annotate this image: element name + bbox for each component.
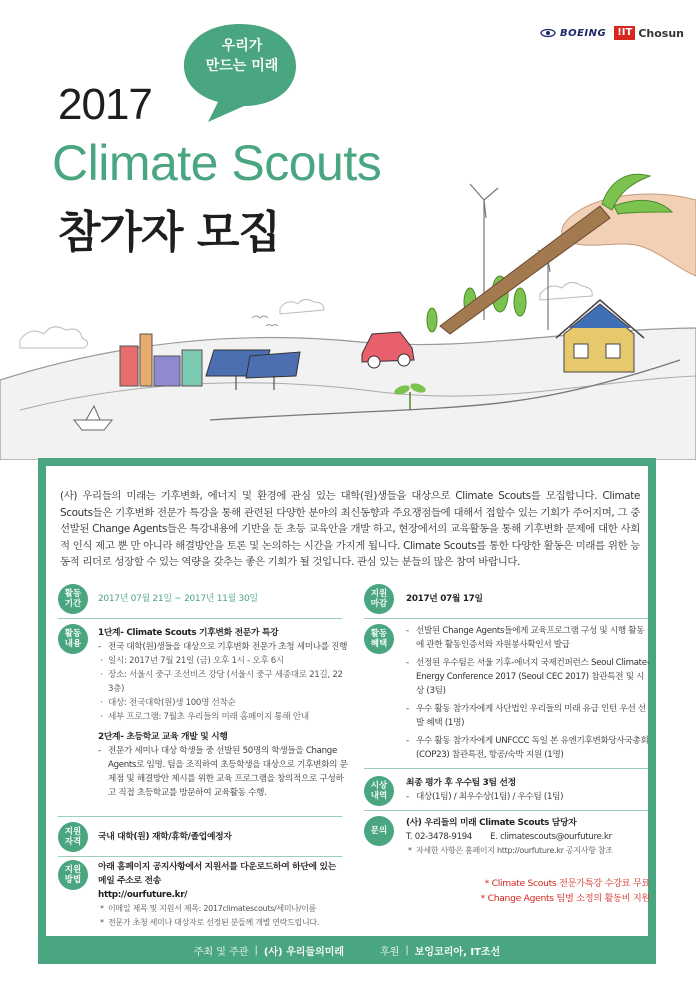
boeing-wordmark: BOEING <box>559 27 607 39</box>
list-item: · 세부 프로그램: 7월초 우리들의 미래 홈페이지 통해 안내 <box>98 710 348 724</box>
boeing-logo <box>540 27 606 39</box>
awards-title: 최종 평가 후 우수팀 3팀 선정 <box>406 778 516 788</box>
separator: | <box>254 944 258 956</box>
list-item: - 선발된 Change Agents들에게 교육프로그램 구성 및 시행 활동에 관한 활동인증서와 자원봉사확인서 발급 <box>406 624 650 652</box>
period-value: 2017년 07월 21일 ~ 2017년 11월 30일 <box>98 594 258 604</box>
contact-notes <box>406 844 650 858</box>
illustration-scene <box>0 80 696 460</box>
stage1-detail-list <box>98 654 348 724</box>
chosun-wordmark: Chosun <box>638 26 684 40</box>
contact-phone[interactable]: T. 02-3478-9194 <box>406 832 473 842</box>
awards-detail-list <box>406 790 646 804</box>
it-mark: !IT <box>614 26 635 40</box>
sponsor-label: 후원 <box>380 946 400 958</box>
intro-paragraph: (사) 우리들의 미래는 기후변화, 에너지 및 환경에 관심 있는 대학(원)생들을 대상으로 Climate Scouts를 모집합니다. Climate Scouts들은 기후변화 전문가 특강을 통해 관련된 다양한 분야의 최신동향과 주요쟁점들에 대해서 접할수 있는 기회가 주어지며, 그 중 선발된 Change Agents들은 특강내용에 기반을 둔 초등 교육안을 개발 하고, 현장에서의 교육활동을 통해 기후변화 문제에 대한 사회적 인식 제고 뿐 만 아니라 해결방안을 토론 및 논의하는 시간을 가지게 됩니다. Climate Scouts를 통한 다양한 활동은 미래를 위한 능동적 리더로 성장할 수 있는 역량을 갖추는 좋은 기회가 될 것입니다. 관심 있는 분들의 많은 참여 바랍니다. <box>60 490 640 568</box>
list-item: * 전문가 초청 세미나 대상자로 선정된 분들께 개별 연락드립니다. <box>98 916 348 930</box>
deadline-badge: 지원 마감 <box>364 584 394 614</box>
qualification-badge: 지원 자격 <box>58 822 88 852</box>
highlight-activity-fund: * Change Agents 팀별 소정의 활동비 지원 <box>480 893 650 904</box>
divider <box>58 618 342 619</box>
list-item: - 우수 활동 참가자에게 사단법인 우리들의 미래 유급 인턴 우선 선발 혜택 (1명) <box>406 702 650 730</box>
benefits-list <box>406 624 650 762</box>
contact-info <box>406 830 650 844</box>
qualification-value: 국내 대학(원) 재학/휴학/졸업예정자 <box>98 832 232 842</box>
list-item: - 선정된 우수팀은 서울 기후-에너지 국제컨퍼런스 Seoul Climate-Energy Conference 2017 (Seoul CEC 2017) 참관특전 및 시상 (3팀) <box>406 656 650 698</box>
page-title: Climate Scouts <box>52 135 382 191</box>
hand-with-pencil-icon <box>440 174 696 334</box>
contact-section <box>406 816 650 858</box>
divider <box>364 768 648 769</box>
awards-section <box>406 776 646 804</box>
it-chosun-logo <box>614 26 684 40</box>
stage2-title: 2단계- 초등학교 교육 개발 및 시행 <box>98 732 228 742</box>
house-icon <box>556 300 644 372</box>
bubble-line-1: 우리가 <box>221 38 263 54</box>
list-item: · 일시: 2017년 7월 21일 (금) 오후 1시 - 오후 6시 <box>98 654 348 668</box>
list-item: * 이메일 제목 및 지원서 제목: 2017climatescouts/세미나/이름 <box>98 902 348 916</box>
highlight-notes <box>406 876 650 906</box>
list-item: - 우수 활동 참가자에게 UNFCCC 독일 본 유엔기후변화당사국총회 (COP23) 참관특전, 항공/숙박 지원 (1명) <box>406 734 650 762</box>
bird-icon <box>252 316 278 326</box>
contact-badge: 문의 <box>364 816 394 846</box>
year-heading: 2017 <box>58 80 152 129</box>
page-subtitle: 참가자 모집 <box>58 207 280 258</box>
deadline-value: 2017년 07월 17일 <box>406 594 483 604</box>
content-badge: 활동 내용 <box>58 624 88 654</box>
awards-badge: 시상 내역 <box>364 776 394 806</box>
divider <box>364 810 648 811</box>
host-label: 주최 및 주관 <box>193 946 249 958</box>
method-notes <box>98 902 348 930</box>
sponsor-logos <box>540 26 684 40</box>
awards-detail: - 대상(1팀) / 최우수상(1팀) / 우수팀 (1팀) <box>406 790 646 804</box>
contact-title: (사) 우리들의 미래 Climate Scouts 담당자 <box>406 818 577 828</box>
divider <box>58 816 342 817</box>
stage1-desc: - 전국 대학(원)생들을 대상으로 기후변화 전문가 초청 세미나를 진행 <box>98 640 348 654</box>
list-item: · 장소: 서울시 중구 조선비즈 강당 (서울시 중구 세종대로 21길, 22 3층) <box>98 668 348 696</box>
stage1-title: 1단계- Climate Scouts 기후변화 전문가 특강 <box>98 628 279 638</box>
period-badge: 활동 기간 <box>58 584 88 614</box>
divider <box>58 856 342 857</box>
contact-note: * 자세한 사항은 홈페이지 http://ourfuture.kr 공지사항 참조 <box>406 844 650 858</box>
benefits-badge: 활동 혜택 <box>364 624 394 654</box>
info-box <box>38 458 656 958</box>
separator: | <box>405 944 409 956</box>
list-item: · 대상: 전국대학(원)생 100명 선착순 <box>98 696 348 710</box>
method-line1: 아래 홈페이지 공지사항에서 지원서를 다운로드하여 하단에 있는 <box>98 862 336 872</box>
divider <box>364 618 648 619</box>
content-section <box>98 626 348 800</box>
boeing-emblem-icon <box>540 27 556 39</box>
homepage-link[interactable]: http://ourfuture.kr/ <box>98 890 188 900</box>
contact-email[interactable]: E. climatescouts@ourfuture.kr <box>490 832 612 842</box>
footer-bar <box>38 936 656 964</box>
stage2-desc: - 전문가 세미나 대상 학생들 중 선발된 50명의 학생들을 Change Agents로 임명. 팀을 조직하여 초등학생을 대상으로 기후변화의 문제점 및 해결방안 제시를 위한 교육 프로그램을 창의적으로 구성하고 직접 초등학교를 방문하여 교육활동 수행. <box>98 744 348 800</box>
sponsor-name: 보잉코리아, IT조선 <box>414 946 501 958</box>
bubble-line-2: 만드는 미래 <box>205 58 279 74</box>
bubble-text <box>192 36 292 76</box>
stage2-desc-list <box>98 744 348 800</box>
method-section <box>98 860 348 930</box>
host-name: (사) 우리들의미래 <box>263 946 345 958</box>
highlight-free-lecture: * Climate Scouts 전문가특강 수강료 무료 <box>484 878 650 889</box>
stage1-desc-list <box>98 640 348 654</box>
method-line2: 메일 주소로 전송 <box>98 876 161 886</box>
method-badge: 지원 방법 <box>58 860 88 890</box>
